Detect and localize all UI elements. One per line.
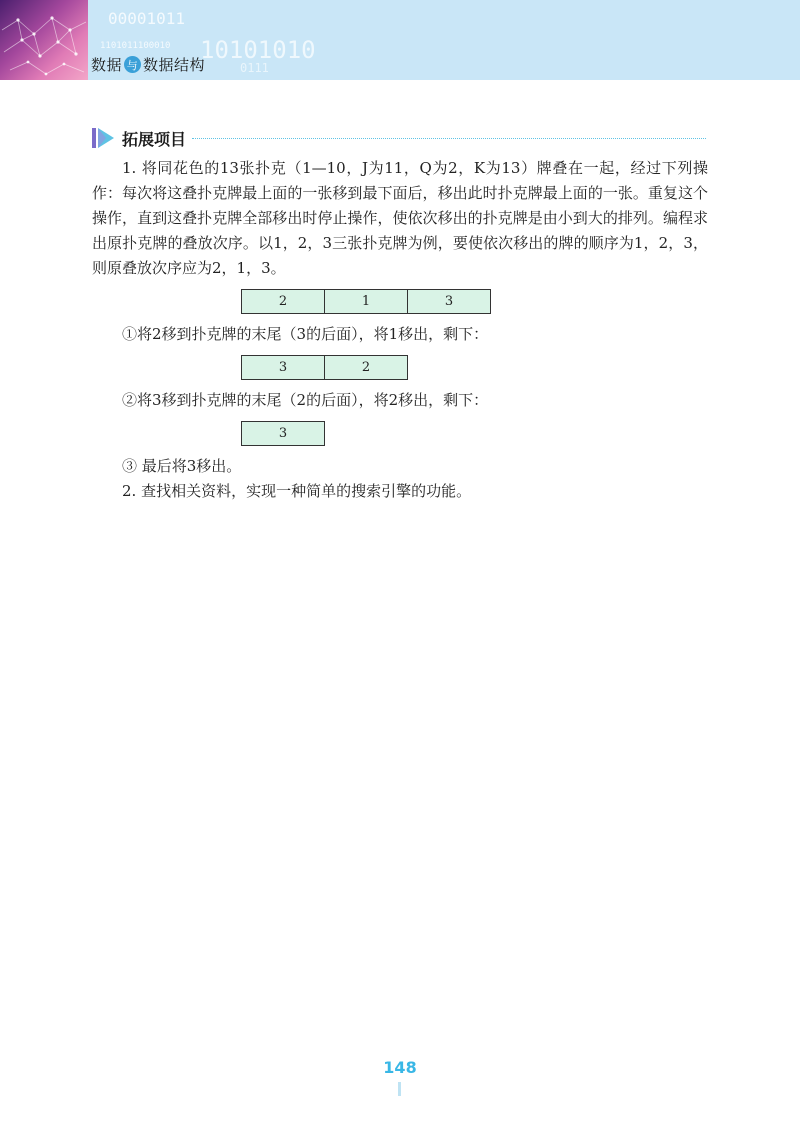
section-divider (192, 138, 706, 139)
card-box: 3 (241, 355, 325, 380)
card-box: 3 (407, 289, 491, 314)
network-graphic-icon (0, 0, 88, 80)
book-title-part1: 数据 (91, 56, 123, 74)
problem-1-text: 1. 将同花色的13张扑克（1—10，J为11，Q为2，K为13）牌叠在一起，经过下列操作：每次将这叠扑克牌最上面的一张移到最下面后，移出此时扑克牌最上面的一张。重复这个操作，直到这叠扑克牌全部移出时停止操作，使依次移出的扑克牌是由小到大的排列。编程求出原扑克牌的叠放次序。以1，2，3三张扑克牌为例，要使依次移出的牌的顺序为1，2，3，则原叠放次序应为2，1，3。 (92, 159, 708, 277)
card-box: 2 (241, 289, 325, 314)
page-header (0, 0, 800, 80)
triangle-marker-icon (92, 127, 116, 149)
card-box: 2 (324, 355, 408, 380)
card-row-step2 (241, 421, 708, 446)
card-box: 1 (324, 289, 408, 314)
step-1-text: ①将2移到扑克牌的末尾（3的后面），将1移出，剩下： (122, 325, 489, 343)
section-title: 拓展项目 (122, 129, 187, 149)
book-title-badge: 与 (124, 56, 141, 73)
binary-line: 1101011100010 (100, 41, 171, 51)
step-2-text: ②将3移到扑克牌的末尾（2的后面），将2移出，剩下： (122, 391, 489, 409)
content-area (92, 156, 708, 504)
binary-line: 00001011 (108, 9, 186, 28)
problem-2-text: 2. 查找相关资料，实现一种简单的搜索引擎的功能。 (122, 482, 472, 500)
step-3-text: ③ 最后将3移出。 (122, 457, 242, 475)
book-title (91, 54, 205, 75)
binary-line: 10101010 (200, 36, 316, 64)
card-row-initial (241, 289, 708, 314)
section-heading (92, 126, 706, 150)
card-row-step1 (241, 355, 708, 380)
book-title-part2: 数据结构 (143, 56, 206, 74)
page-number: 148 (383, 1058, 417, 1077)
binary-line: 0111 (240, 61, 269, 74)
page-number-tick (398, 1082, 401, 1096)
card-box: 3 (241, 421, 325, 446)
